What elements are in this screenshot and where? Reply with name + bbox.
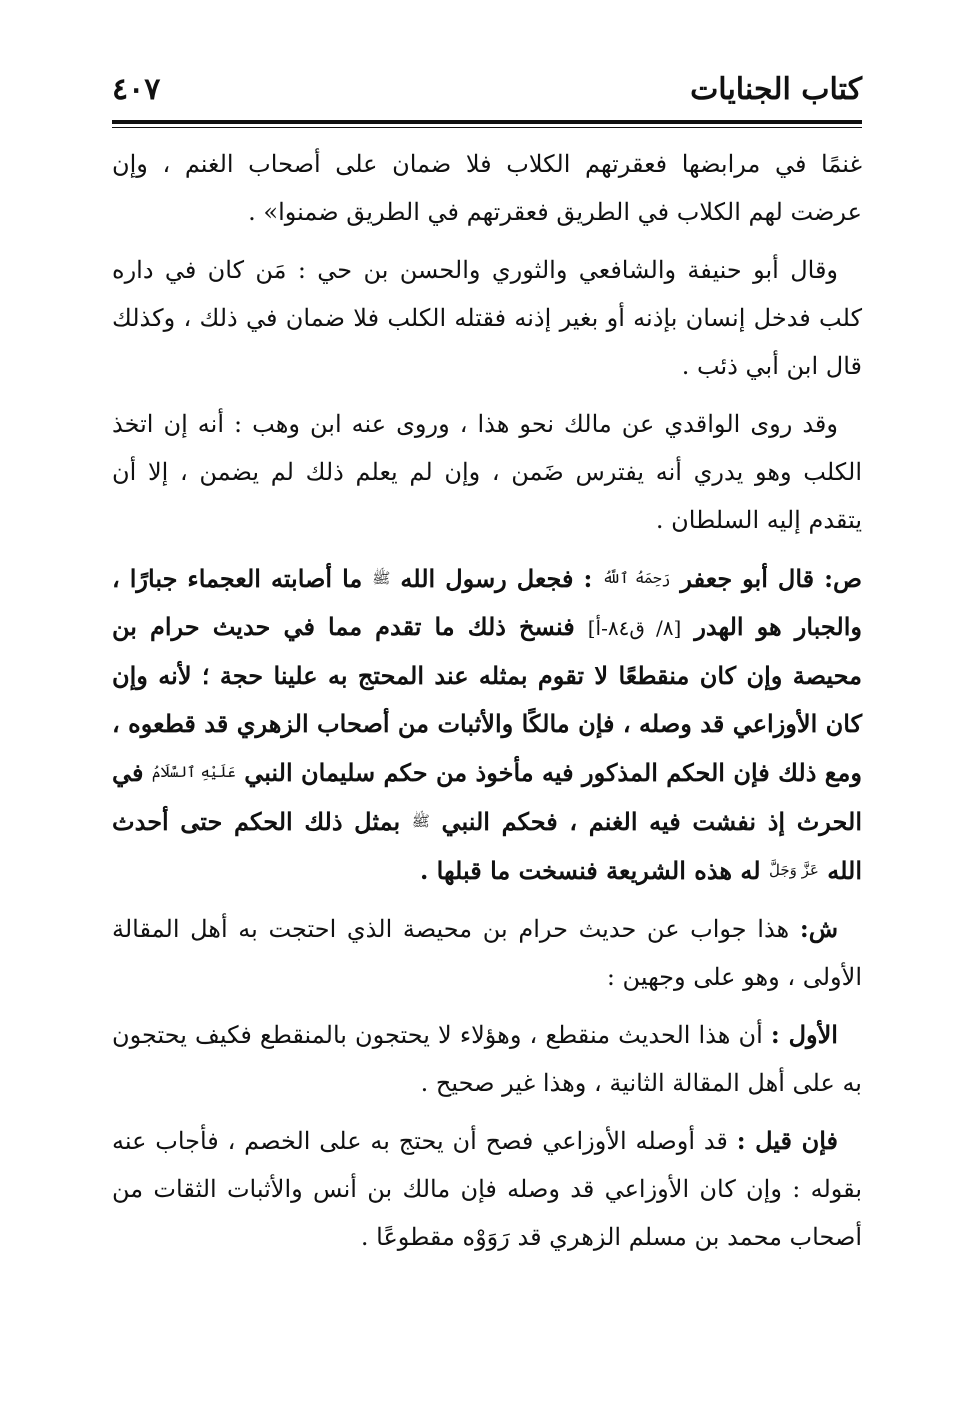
matn-text-b: : فجعل رسول الله — [390, 564, 603, 593]
matn-text-f: بمثل ذلك الحكم حتى أحدث الله — [112, 807, 862, 885]
paragraph-text: قد أوصله الأوزاعي فصح أن يحتج به على الخصم ، فأجاب عنه بقوله : وإن كان الأوزاعي قد وصله فإن مالك بن أنس والأثبات الثقات من أصحاب محمد بن مسلم الزهري قد رَوَوْه مقطوعًا . — [112, 1127, 862, 1251]
matn-text-g: له هذه الشريعة فنسخت ما قبلها . — [419, 856, 769, 885]
paragraph-objection — [112, 1117, 862, 1261]
header-rule-thick — [112, 120, 862, 124]
chapter-title: كتاب الجنايات — [690, 72, 862, 107]
page-header — [112, 70, 862, 118]
matn-marker: ص: — [824, 564, 863, 593]
matn-text-c: ما أصابته العجماء جبارًا ، والجبار هو الهدر — [112, 564, 862, 641]
paragraph-sharh — [112, 905, 862, 1001]
paragraph-text: هذا جواب عن حديث حرام بن محيصة الذي احتجت به أهل المقالة الأولى ، وهو على وجهين : — [112, 915, 862, 991]
manuscript-reference: [٨/ ق٨٤-أ] — [587, 616, 682, 640]
header-rule-thin — [112, 127, 862, 128]
paragraph-3 — [112, 400, 862, 544]
paragraph-first-point — [112, 1011, 862, 1107]
sharh-marker: ش: — [799, 914, 838, 943]
honorific-mark: عَزَّ وَجَلَّ — [768, 861, 819, 879]
matn-text-a: قال أبو جعفر — [670, 564, 825, 593]
paragraph-matn — [112, 554, 862, 895]
paragraph-text: أن هذا الحديث منقطع ، وهؤلاء لا يحتجون بالمنقطع فكيف يحتجون به على أهل المقالة الثانية ، وهذا غير صحيح . — [112, 1021, 862, 1097]
first-point-marker: الأول : — [770, 1020, 838, 1049]
page-body — [112, 140, 862, 1261]
paragraph-1 — [112, 140, 862, 236]
paragraph-2 — [112, 246, 862, 390]
matn-text-d: فنسخ ذلك ما تقدم مما في حديث حرام بن محيصة وإن كان منقطعًا لا تقوم بمثله عند المحتج به علينا حجة ؛ لأنه وإن كان الأوزاعي قد وصله ، فإن مالكًا والأثبات من أصحاب الزهري قد قطعوه ، ومع ذلك فإن الحكم المذكور فيه مأخوذ من حكم سليمان النبي — [112, 612, 862, 787]
honorific-mark: عَلَيْهِ ٱلسَّلَامُ — [151, 763, 236, 781]
paragraph-text: وقال أبو حنيفة والشافعي والثوري والحسن بن حي : مَن كان في داره كلب فدخل إنسان بإذنه أو بغير إذنه فقتله الكلب فلا ضمان في ذلك ، وكذلك قال ابن أبي ذئب . — [112, 256, 862, 380]
page-number: ٤٠٧ — [112, 72, 161, 107]
objection-marker: فإن قيل : — [736, 1126, 838, 1155]
honorific-mark: ﷺ — [372, 569, 391, 587]
honorific-mark: رَحِمَهُ ٱللَّهُ — [602, 569, 671, 587]
honorific-mark: ﷺ — [411, 812, 430, 830]
matn-text-e: في الحرث إذ نفشت فيه الغنم ، فحكم النبي — [112, 758, 862, 836]
paragraph-text: غنمًا في مرابضها فعقرتهم الكلاب فلا ضمان على أصحاب الغنم ، وإن عرضت لهم الكلاب في الطريق فعقرتهم في الطريق ضمنوا» . — [112, 150, 863, 226]
paragraph-text: وقد روى الواقدي عن مالك نحو هذا ، وروى عنه ابن وهب : أنه إن اتخذ الكلب وهو يدري أنه يفترس ضَمن ، وإن لم يعلم ذلك لم يضمن ، إلا أن يتقدم إليه السلطان . — [112, 410, 862, 534]
